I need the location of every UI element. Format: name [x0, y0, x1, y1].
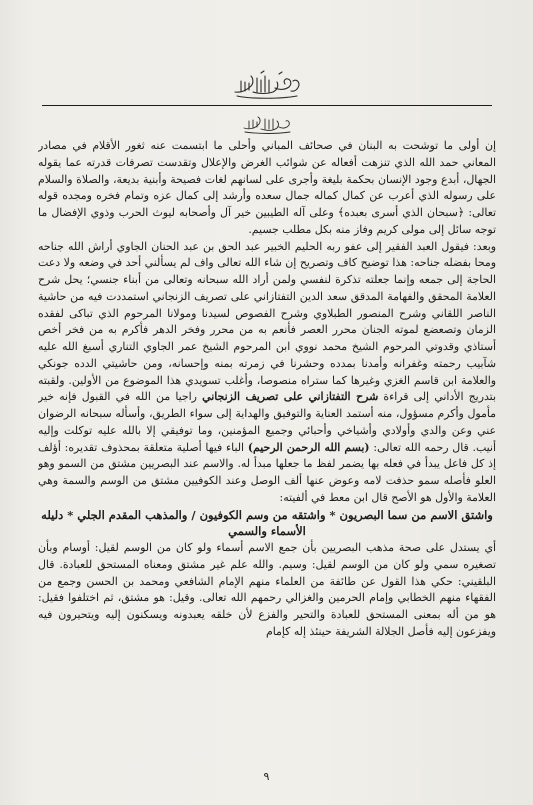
introduction-text-b: راجيا من الله في القبول فإنه خير مأمول وأكرم مسؤول، منه أستمد العناية والتوفيق والهداية إلى سواء الطريق، وأسأله سبحانه الرضوان عني وعن والدي وأولادي وأشياخي وأحبائي وجميع المؤمنين، وما توفيقي إلا بالله عليه توكلت وإليه أنيب. قال رحمه الله تعالى:	[38, 390, 496, 454]
opening-praise-paragraph: إن أولى ما توشحت به البنان في صحائف المباني وأحلى ما ابتسمت عنه ثغور الأقلام في مصادر المعاني حمد الله الذي تنزهت أفعاله عن شوائب الغرض والإعلال وتقدست تصرفات قدرته عما يقوله الجهال، أبدع وجود الإنسان بحكمة بليغة وأجرى على لسانهم لغات فصيحة وأبنية بديعة، والصلاة والسلام على رسوله الذي أعرب عن كمال كماله جمال سعده وأرشد إلى كمال عزه وتمام فخره ومجده قوله تعالى: ﴿سبحان الذي أسرى بعبده﴾ وعلى آله الطيبين خير آل وأصحابه ليوث الحرب وذوي الإفضال ما توجه سائل إلى مولى كريم وفاز منه بكل مطلب جسيم.	[38, 139, 496, 236]
basmala-ornament-icon	[231, 68, 303, 102]
book-title-bold: شرح التفتازاني على تصريف الزنجاني	[202, 390, 379, 404]
introduction-text-c: الباء فيها أصلية متعلقة بمحذوف تقديره: أؤلف إذ كل فاعل يبدأ في فعله بها يضمر لفظ ما جعلها مبدأ له. والاسم عند البصريين مشتق من السمو وهو العلو فأصله سمو حذفت لامه وعوض عنها ألف الوصل وعند الكوفيين مشتق من الوسم والسمة وهي العلامة والأول هو الأصح قال ابن معط في ألفيته:	[38, 440, 496, 504]
page-body-text	[38, 138, 496, 756]
header-rule	[42, 105, 492, 106]
basmala-quote-bold: (بسم الله الرحمن الرحيم)	[247, 440, 370, 454]
basmala-small-icon	[241, 114, 293, 134]
page-number: ٩	[263, 770, 270, 783]
introduction-text-a: وبعد: فيقول العبد الفقير إلى عفو ربه الحليم الخبير عبد الحق بن عبد الحنان الجاوي أراش الله جناحه ومحا بفضله جناحه: هذا توضيح كاف وتصريح إن شاء الله تعالى واف لم يسألني أحد في وضعه ولا دعت الحاجة إلى جمعه وإنما جعلته تذكرة لنفسي ولمن أراد الله سبحانه وتعالى من أبناء جنسي؛ يحل شرح العلامة المحقق والفهامة المدقق سعد الدين التفتازاني على تصريف الزنجاني استمددت فيه من حاشية الناصر اللقاني وشرح المنصور الطبلاوي وشرح الفصوص لسيدنا ومولانا المرحوم الذي تباكى لفقده الزمان وتصعضع لموته الجنان محرر العصر فأنعم به من محرر وفخر الدهر فأكرم به من فخر أخص أستاذي وقدوتي المرحوم الشيخ محمد نووي ابن المرحوم الشيخ عمر الجاوي التناري أسبغ الله عليه شآبيب رحمته وغفرانه وأمدنا بمدده وحشرنا في زمرته بمنه وإحسانه، ومن حاشيتي الدده جونكي والعلامة ابن قاسم الغزي وغيرها كما ستراه منصوصا، وأغلب تسويدي هذا الموضوع من الأولين. ولقبته بتدريج الأداني إلى قراءة	[38, 239, 496, 404]
basmala-small-ornament	[0, 113, 533, 135]
poetry-verse: واشتق الاسم من سما البصريون * واشتقه من وسم الكوفيون / والمذهب المقدم الجلي * دليله الأسماء والسمي	[41, 507, 493, 539]
commentary-paragraph: أي يستدل على صحة مذهب البصريين بأن جمع الاسم أسماء ولو كان من الوسم لقيل: أوسام وبأن تصغيره سمي ولو كان من الوسم لقيل: وسيم. والله علم غير مشتق ومعناه المستحق للعبادة. قال البلقيني: حكي هذا القول عن طائفة من العلماء منهم الإمام الشافعي ومحمد بن الحسن وجمع من الفقهاء منهم الخطابي وإمام الحرمين والغزالي رحمهم الله تعالى. وقيل: هو مشتق، ثم اختلفوا فقيل: هو من أله بمعنى المستحق للعبادة والتحير والفزع لأن خلقه يعبدونه ويسكنون إليه ويتحيرون فيه ويفزعون إليه فأصل الجلالة الشريفة حينئذ إله كإمام	[38, 541, 496, 638]
basmala-calligraphy-ornament	[0, 66, 533, 104]
introduction-paragraph	[38, 239, 496, 507]
